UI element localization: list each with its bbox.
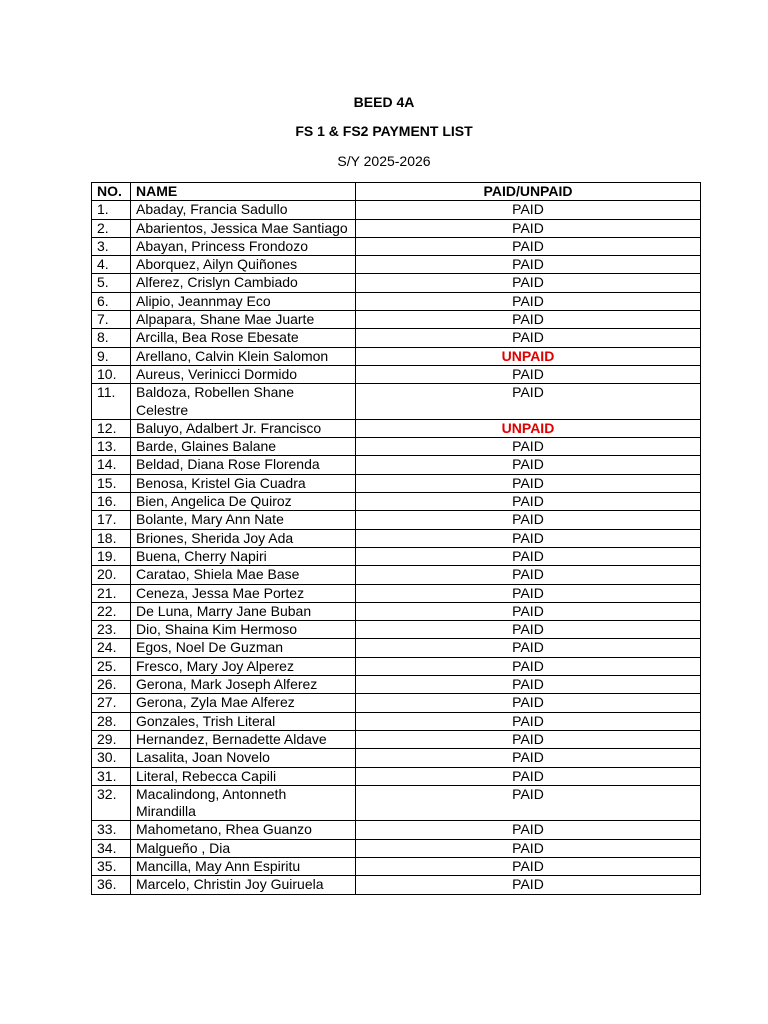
table-row xyxy=(92,384,701,420)
row-number: 25. xyxy=(92,657,131,675)
row-number: 19. xyxy=(92,547,131,565)
row-number: 8. xyxy=(92,329,131,347)
table-row xyxy=(92,767,701,785)
student-name: Alpapara, Shane Mae Juarte xyxy=(131,311,356,329)
table-row xyxy=(92,438,701,456)
student-name: Macalindong, Antonneth Mirandilla xyxy=(131,785,356,821)
row-number: 26. xyxy=(92,676,131,694)
row-number: 9. xyxy=(92,347,131,365)
column-header-name: NAME xyxy=(131,183,356,201)
table-row xyxy=(92,584,701,602)
row-number: 14. xyxy=(92,456,131,474)
table-row xyxy=(92,329,701,347)
table-row xyxy=(92,602,701,620)
school-year: S/Y 2025-2026 xyxy=(337,153,431,169)
table-row xyxy=(92,419,701,437)
student-name: Arcilla, Bea Rose Ebesate xyxy=(131,329,356,347)
row-number: 18. xyxy=(92,529,131,547)
payment-status: PAID xyxy=(356,384,701,420)
table-row xyxy=(92,274,701,292)
row-number: 13. xyxy=(92,438,131,456)
table-row xyxy=(92,365,701,383)
payment-status: PAID xyxy=(356,676,701,694)
table-row xyxy=(92,511,701,529)
row-number: 20. xyxy=(92,566,131,584)
student-name: Baldoza, Robellen Shane Celestre xyxy=(131,384,356,420)
student-name: Literal, Rebecca Capili xyxy=(131,767,356,785)
student-name: Egos, Noel De Guzman xyxy=(131,639,356,657)
column-header-no: NO. xyxy=(92,183,131,201)
row-number: 11. xyxy=(92,384,131,420)
table-row xyxy=(92,676,701,694)
payment-status: PAID xyxy=(356,639,701,657)
row-number: 35. xyxy=(92,857,131,875)
table-row xyxy=(92,785,701,821)
row-number: 24. xyxy=(92,639,131,657)
payment-status: PAID xyxy=(356,566,701,584)
payment-status: PAID xyxy=(356,274,701,292)
student-name: Dio, Shaina Kim Hermoso xyxy=(131,621,356,639)
student-name: Fresco, Mary Joy Alperez xyxy=(131,657,356,675)
row-number: 36. xyxy=(92,876,131,894)
table-row xyxy=(92,639,701,657)
table-row xyxy=(92,311,701,329)
row-number: 34. xyxy=(92,839,131,857)
row-number: 4. xyxy=(92,256,131,274)
table-row xyxy=(92,876,701,894)
row-number: 2. xyxy=(92,219,131,237)
table-row xyxy=(92,474,701,492)
student-name: Abaday, Francia Sadullo xyxy=(131,201,356,219)
table-row xyxy=(92,456,701,474)
row-number: 29. xyxy=(92,730,131,748)
student-name: Malgueño , Dia xyxy=(131,839,356,857)
row-number: 30. xyxy=(92,749,131,767)
row-number: 16. xyxy=(92,493,131,511)
row-number: 31. xyxy=(92,767,131,785)
student-name: Gerona, Zyla Mae Alferez xyxy=(131,694,356,712)
student-name: Benosa, Kristel Gia Cuadra xyxy=(131,474,356,492)
student-name: De Luna, Marry Jane Buban xyxy=(131,602,356,620)
student-name: Buena, Cherry Napiri xyxy=(131,547,356,565)
row-number: 5. xyxy=(92,274,131,292)
student-name: Gonzales, Trish Literal xyxy=(131,712,356,730)
row-number: 1. xyxy=(92,201,131,219)
student-name: Alferez, Crislyn Cambiado xyxy=(131,274,356,292)
student-name: Mancilla, May Ann Espiritu xyxy=(131,857,356,875)
student-name: Aureus, Verinicci Dormido xyxy=(131,365,356,383)
table-row xyxy=(92,712,701,730)
row-number: 12. xyxy=(92,419,131,437)
payment-status: PAID xyxy=(356,365,701,383)
student-name: Mahometano, Rhea Guanzo xyxy=(131,821,356,839)
row-number: 10. xyxy=(92,365,131,383)
payment-status: PAID xyxy=(356,201,701,219)
student-name: Abayan, Princess Frondozo xyxy=(131,237,356,255)
payment-status: PAID xyxy=(356,821,701,839)
payment-status: PAID xyxy=(356,219,701,237)
student-name: Hernandez, Bernadette Aldave xyxy=(131,730,356,748)
document-subtitle: FS 1 & FS2 PAYMENT LIST xyxy=(295,123,473,139)
payment-status: PAID xyxy=(356,547,701,565)
student-name: Gerona, Mark Joseph Alferez xyxy=(131,676,356,694)
student-name: Alipio, Jeannmay Eco xyxy=(131,292,356,310)
table-row xyxy=(92,493,701,511)
student-name: Lasalita, Joan Novelo xyxy=(131,749,356,767)
payment-status: PAID xyxy=(356,857,701,875)
row-number: 17. xyxy=(92,511,131,529)
payment-status: PAID xyxy=(356,529,701,547)
payment-status: PAID xyxy=(356,237,701,255)
student-name: Bien, Angelica De Quiroz xyxy=(131,493,356,511)
student-name: Baluyo, Adalbert Jr. Francisco xyxy=(131,419,356,437)
row-number: 7. xyxy=(92,311,131,329)
payment-status: PAID xyxy=(356,311,701,329)
document-title: BEED 4A xyxy=(353,94,415,110)
row-number: 33. xyxy=(92,821,131,839)
row-number: 27. xyxy=(92,694,131,712)
table-row xyxy=(92,694,701,712)
payment-status: PAID xyxy=(356,839,701,857)
student-name: Briones, Sherida Joy Ada xyxy=(131,529,356,547)
table-row xyxy=(92,730,701,748)
table-row xyxy=(92,547,701,565)
table-row xyxy=(92,821,701,839)
student-name: Barde, Glaines Balane xyxy=(131,438,356,456)
table-row xyxy=(92,566,701,584)
table-row xyxy=(92,219,701,237)
row-number: 32. xyxy=(92,785,131,821)
student-name: Marcelo, Christin Joy Guiruela xyxy=(131,876,356,894)
payment-status: PAID xyxy=(356,474,701,492)
payment-status: PAID xyxy=(356,621,701,639)
payment-status: PAID xyxy=(356,456,701,474)
payment-status: PAID xyxy=(356,511,701,529)
row-number: 28. xyxy=(92,712,131,730)
payment-status: PAID xyxy=(356,876,701,894)
payment-status: PAID xyxy=(356,292,701,310)
student-name: Abarientos, Jessica Mae Santiago xyxy=(131,219,356,237)
row-number: 15. xyxy=(92,474,131,492)
table-row xyxy=(92,839,701,857)
table-row xyxy=(92,347,701,365)
student-name: Arellano, Calvin Klein Salomon xyxy=(131,347,356,365)
row-number: 6. xyxy=(92,292,131,310)
student-name: Beldad, Diana Rose Florenda xyxy=(131,456,356,474)
payment-status: PAID xyxy=(356,438,701,456)
table-row xyxy=(92,201,701,219)
payment-status: PAID xyxy=(356,584,701,602)
table-row xyxy=(92,529,701,547)
column-header-status: PAID/UNPAID xyxy=(356,183,701,201)
payment-status: UNPAID xyxy=(356,419,701,437)
payment-table xyxy=(91,182,701,895)
payment-status: PAID xyxy=(356,256,701,274)
payment-status: PAID xyxy=(356,694,701,712)
student-name: Bolante, Mary Ann Nate xyxy=(131,511,356,529)
table-header-row xyxy=(92,183,701,201)
payment-status: PAID xyxy=(356,767,701,785)
row-number: 22. xyxy=(92,602,131,620)
row-number: 21. xyxy=(92,584,131,602)
table-row xyxy=(92,256,701,274)
row-number: 3. xyxy=(92,237,131,255)
table-body xyxy=(92,201,701,894)
payment-status: PAID xyxy=(356,329,701,347)
payment-status: PAID xyxy=(356,657,701,675)
payment-status: PAID xyxy=(356,493,701,511)
payment-status: PAID xyxy=(356,602,701,620)
payment-status: PAID xyxy=(356,712,701,730)
table-row xyxy=(92,657,701,675)
student-name: Caratao, Shiela Mae Base xyxy=(131,566,356,584)
table-row xyxy=(92,237,701,255)
student-name: Ceneza, Jessa Mae Portez xyxy=(131,584,356,602)
payment-status: PAID xyxy=(356,730,701,748)
student-name: Aborquez, Ailyn Quiñones xyxy=(131,256,356,274)
table-row xyxy=(92,749,701,767)
payment-status: PAID xyxy=(356,785,701,821)
payment-status: PAID xyxy=(356,749,701,767)
payment-status: UNPAID xyxy=(356,347,701,365)
table-row xyxy=(92,621,701,639)
table-row xyxy=(92,857,701,875)
row-number: 23. xyxy=(92,621,131,639)
table-row xyxy=(92,292,701,310)
